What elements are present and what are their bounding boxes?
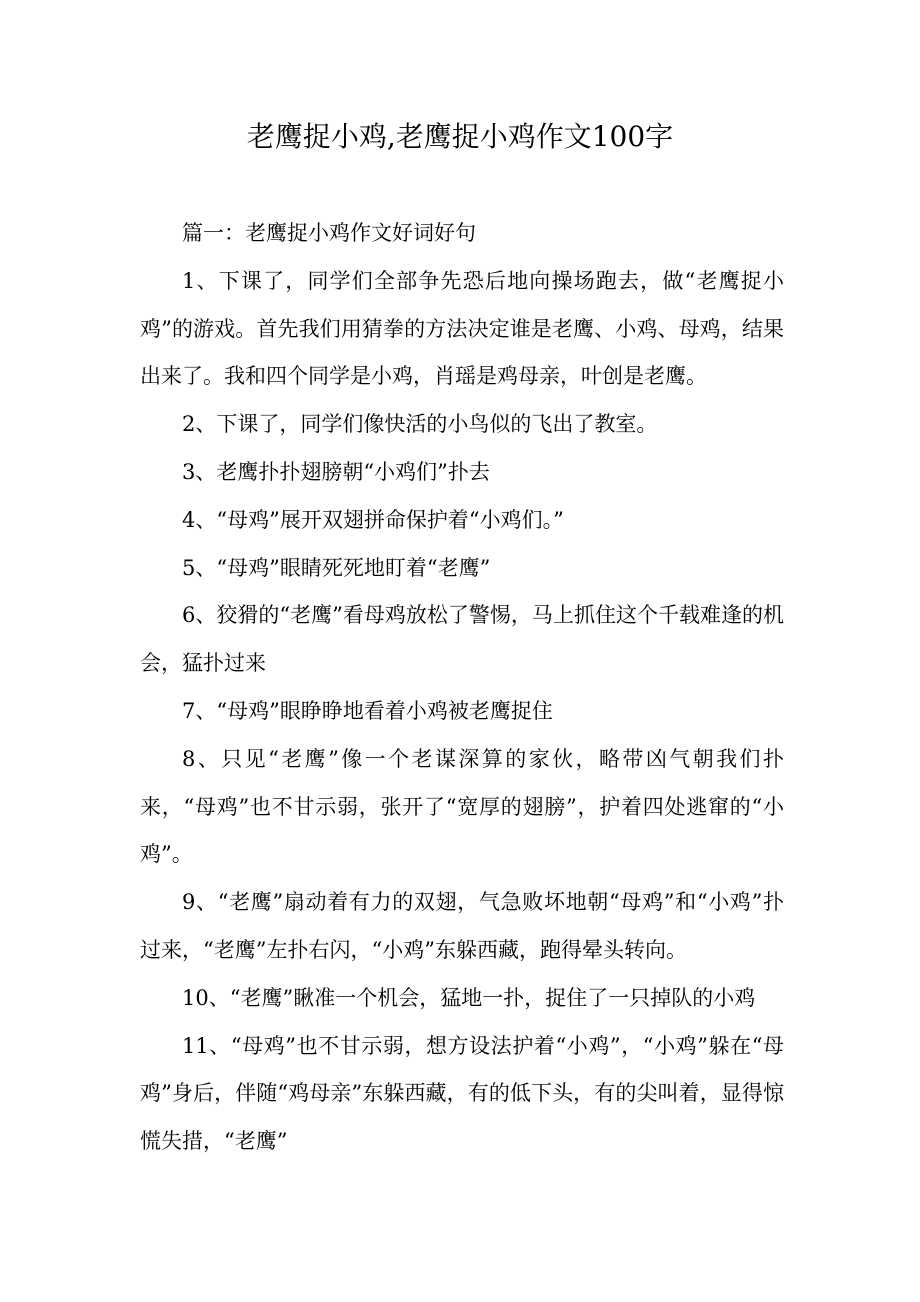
- paragraph-item-10: 10、“老鹰”瞅准一个机会，猛地一扑，捉住了一只掉队的小鸡: [182, 985, 756, 1010]
- paragraph-item-11: 11、“母鸡”也不甘示弱，想方设法护着“小鸡”，“小鸡”躲在“母鸡”身后，伴随“鸡母亲”东躲西藏，有的低下头，有的尖叫着，显得惊慌失措，“老鹰”: [140, 1033, 784, 1154]
- document-title: 老鹰捉小鸡,老鹰捉小鸡作文100字: [246, 120, 674, 153]
- paragraph-item-1: 1、下课了，同学们全部争先恐后地向操场跑去，做“老鹰捉小鸡”的游戏。首先我们用猜拳的方法决定谁是老鹰、小鸡、母鸡，结果出来了。我和四个同学是小鸡，肖瑶是鸡母亲，叶创是老鹰。: [140, 268, 784, 389]
- paragraph-item-5: 5、“母鸡”眼睛死死地盯着“老鹰”: [182, 555, 491, 580]
- paragraph-item-9: 9、“老鹰”扇动着有力的双翅，气急败坏地朝“母鸡”和“小鸡”扑过来，“老鹰”左扑右闪，“小鸡”东躲西藏，跑得晕头转向。: [140, 890, 784, 962]
- paragraph-item-6: 6、狡猾的“老鹰”看母鸡放松了警惕，马上抓住这个千载难逢的机会，猛扑过来: [140, 603, 784, 676]
- paragraph-item-2: 2、下课了，同学们像快活的小鸟似的飞出了教室。: [182, 412, 658, 437]
- paragraph-section-heading: 篇一：老鹰捉小鸡作文好词好句: [182, 221, 476, 245]
- paragraph-item-4: 4、“母鸡”展开双翅拼命保护着“小鸡们。”: [182, 507, 564, 532]
- document-body: [140, 210, 784, 1166]
- paragraph-item-8: 8、只见“老鹰”像一个老谋深算的家伙，略带凶气朝我们扑来，“母鸡”也不甘示弱，张开了“宽厚的翅膀”，护着四处逃窜的“小鸡”。: [140, 746, 784, 867]
- paragraph-item-7: 7、“母鸡”眼睁睁地看着小鸡被老鹰捉住: [182, 698, 553, 723]
- paragraph-item-3: 3、老鹰扑扑翅膀朝“小鸡们”扑去: [182, 459, 490, 484]
